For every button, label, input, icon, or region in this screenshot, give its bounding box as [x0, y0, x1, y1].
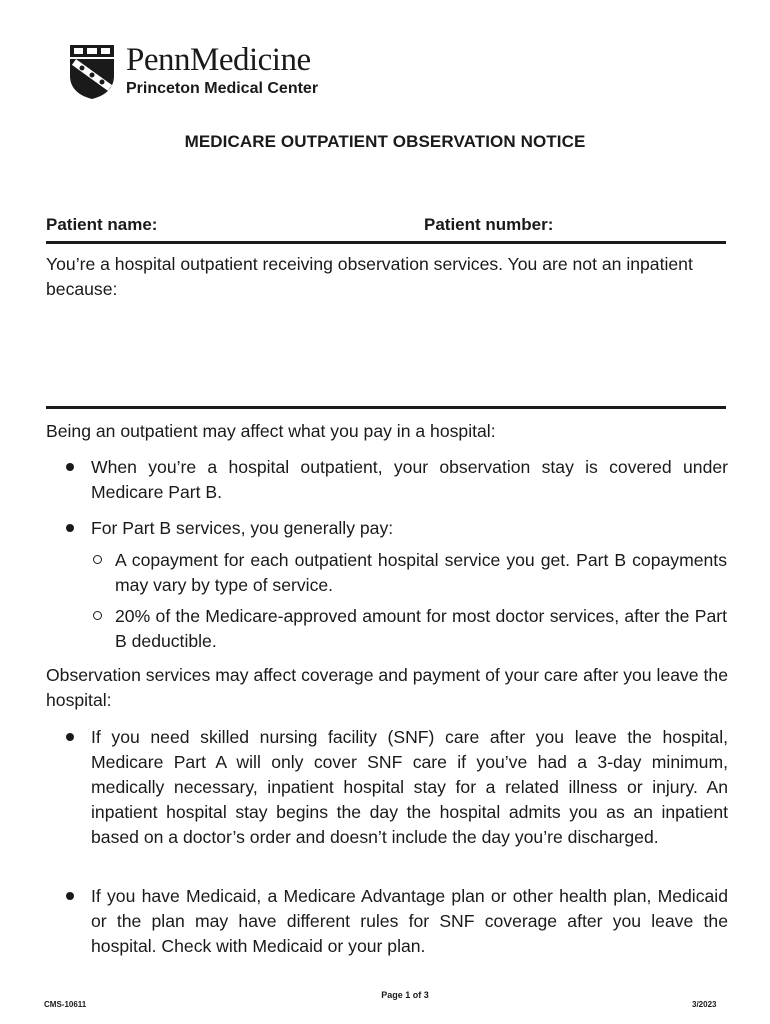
bullet-icon	[66, 463, 74, 471]
penn-shield-icon	[68, 44, 116, 100]
patient-fields-row	[46, 215, 726, 244]
logo-brand-text: PennMedicine	[126, 42, 311, 78]
form-date: 3/2023	[692, 1000, 717, 1009]
bullet-icon	[66, 524, 74, 532]
list-item-text: If you have Medicaid, a Medicare Advantage plan or other health plan, Medicaid or the plan may have different rules for SNF coverage after you leave the hospital. Check with Medicaid or your plan.	[91, 886, 728, 956]
list-item-text: For Part B services, you generally pay:	[91, 518, 394, 538]
logo-subtitle: Princeton Medical Center	[126, 80, 319, 97]
bullet-icon	[66, 892, 74, 900]
hollow-bullet-icon	[93, 555, 102, 564]
page-number: Page 1 of 3	[381, 990, 429, 1000]
bullet-icon	[66, 733, 74, 741]
sub-list-item-text: A copayment for each outpatient hospital service you get. Part B copayments may vary by type of service.	[115, 550, 727, 595]
patient-number-label: Patient number:	[424, 215, 554, 234]
section2-lead: Observation services may affect coverage and payment of your care after you leave the hospital:	[46, 665, 728, 710]
penn-medicine-logo	[68, 42, 348, 102]
list-item-text: If you need skilled nursing facility (SNF) care after you leave the hospital, Medicare Part A will only cover SNF care if you’ve had a 3-day minimum, medically necessary, inpatient hospital stay for a related illness or injury. An inpatient hospital stay begins the day the hospital admits you as an inpatient based on a doctor’s order and doesn’t include the day you’re discharged.	[91, 727, 728, 847]
section1-lead: Being an outpatient may affect what you pay in a hospital:	[46, 421, 496, 441]
hollow-bullet-icon	[93, 611, 102, 620]
list-item-text: When you’re a hospital outpatient, your observation stay is covered under Medicare Part B.	[91, 457, 728, 502]
sub-list-item-text: 20% of the Medicare-approved amount for most doctor services, after the Part B deductible.	[115, 606, 727, 651]
intro-paragraph: You’re a hospital outpatient receiving observation services. You are not an inpatient because:	[46, 254, 693, 299]
patient-name-label: Patient name:	[46, 215, 158, 234]
page-title: MEDICARE OUTPATIENT OBSERVATION NOTICE	[184, 132, 586, 151]
section-divider	[46, 406, 726, 409]
form-id: CMS-10611	[44, 1000, 87, 1009]
